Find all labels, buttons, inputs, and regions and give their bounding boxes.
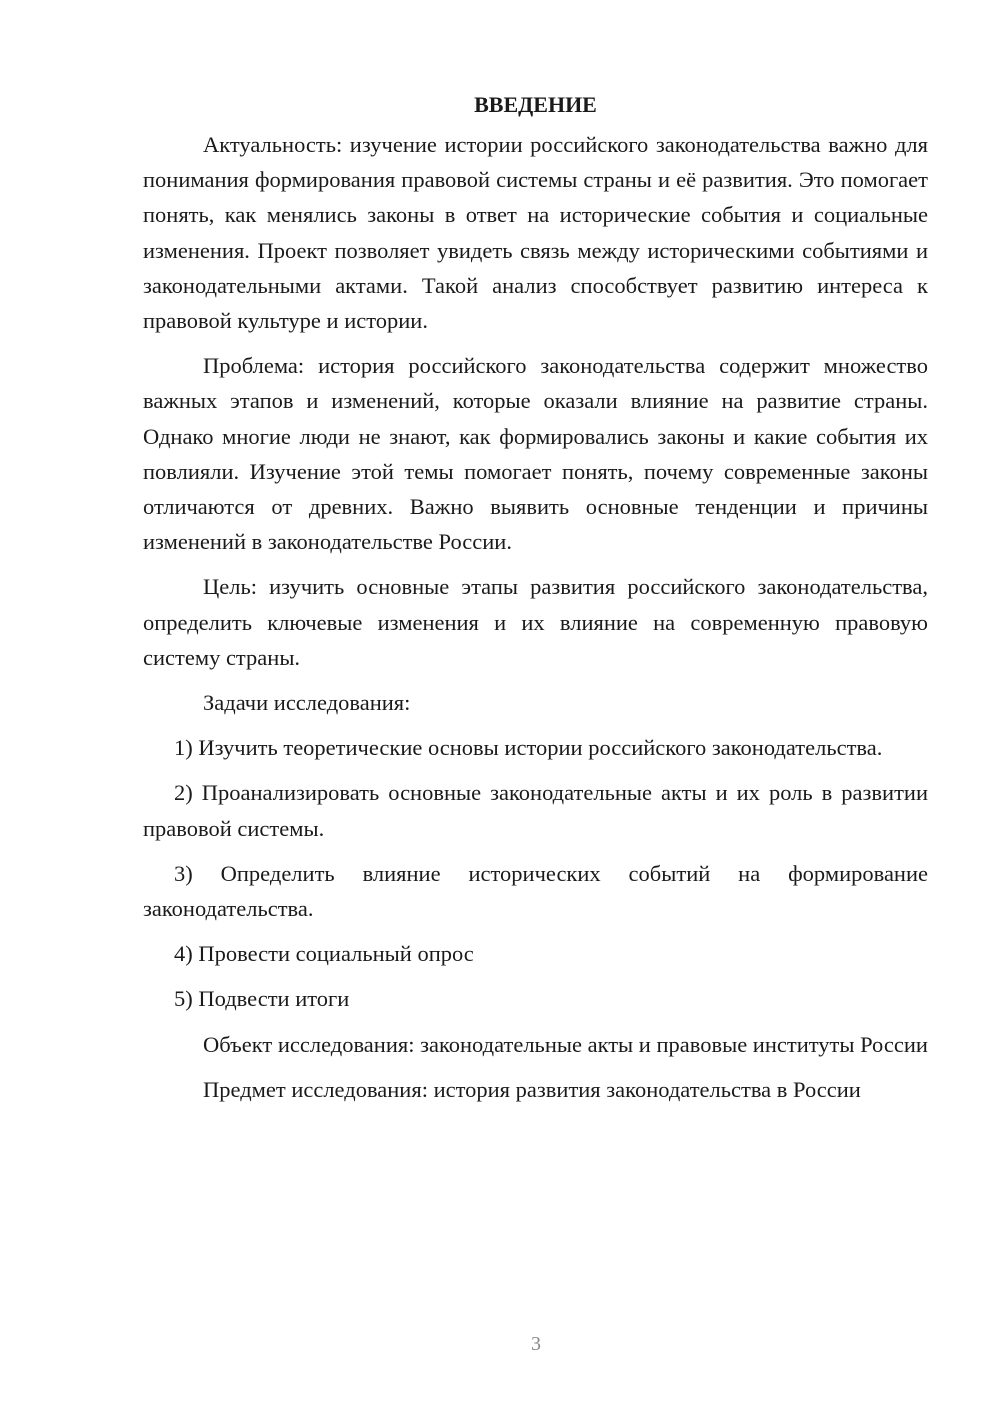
task-item-1: 1) Изучить теоретические основы истории российского законодательства. [174,735,883,761]
problem-paragraph: Проблема: история российского законодательства содержит множество важных этапов и изменений, которые оказали влияние на развитие страны. Однако многие люди не знают, как формировались законы и какие события их повлияли. Изучение этой темы помогает понять, почему современные законы отличаются от древних. Важно выявить основные тенденции и причины изменений в законодательстве России. [143,353,928,555]
relevance-paragraph: Актуальность: изучение истории российского законодательства важно для понимания формирования правовой системы страны и её развития. Это помогает понять, как менялись законы в ответ на исторические события и социальные изменения. Проект позволяет увидеть связь между историческими событиями и законодательными актами. Такой анализ способствует развитию интереса к правовой культуре и истории. [143,132,928,334]
goal-paragraph: Цель: изучить основные этапы развития российского законодательства, определить ключевые изменения и их влияние на современную правовую систему страны. [143,574,928,670]
page-number: 3 [531,1333,541,1355]
object-paragraph: Объект исследования: законодательные акты и правовые институты России [203,1031,928,1057]
document-page [143,90,928,1117]
tasks-heading: Задачи исследования: [203,690,411,716]
section-title: ВВЕДЕНИЕ [474,92,597,117]
subject-paragraph: Предмет исследования: история развития законодательства в России [203,1076,861,1102]
task-item-2: 2) Проанализировать основные законодательные акты и их роль в развитии правовой системы. [143,780,928,841]
task-item-4: 4) Провести социальный опрос [174,941,474,967]
task-item-3: 3) Определить влияние исторических событий на формирование законодательства. [143,860,928,922]
task-item-5: 5) Подвести итоги [174,986,350,1012]
